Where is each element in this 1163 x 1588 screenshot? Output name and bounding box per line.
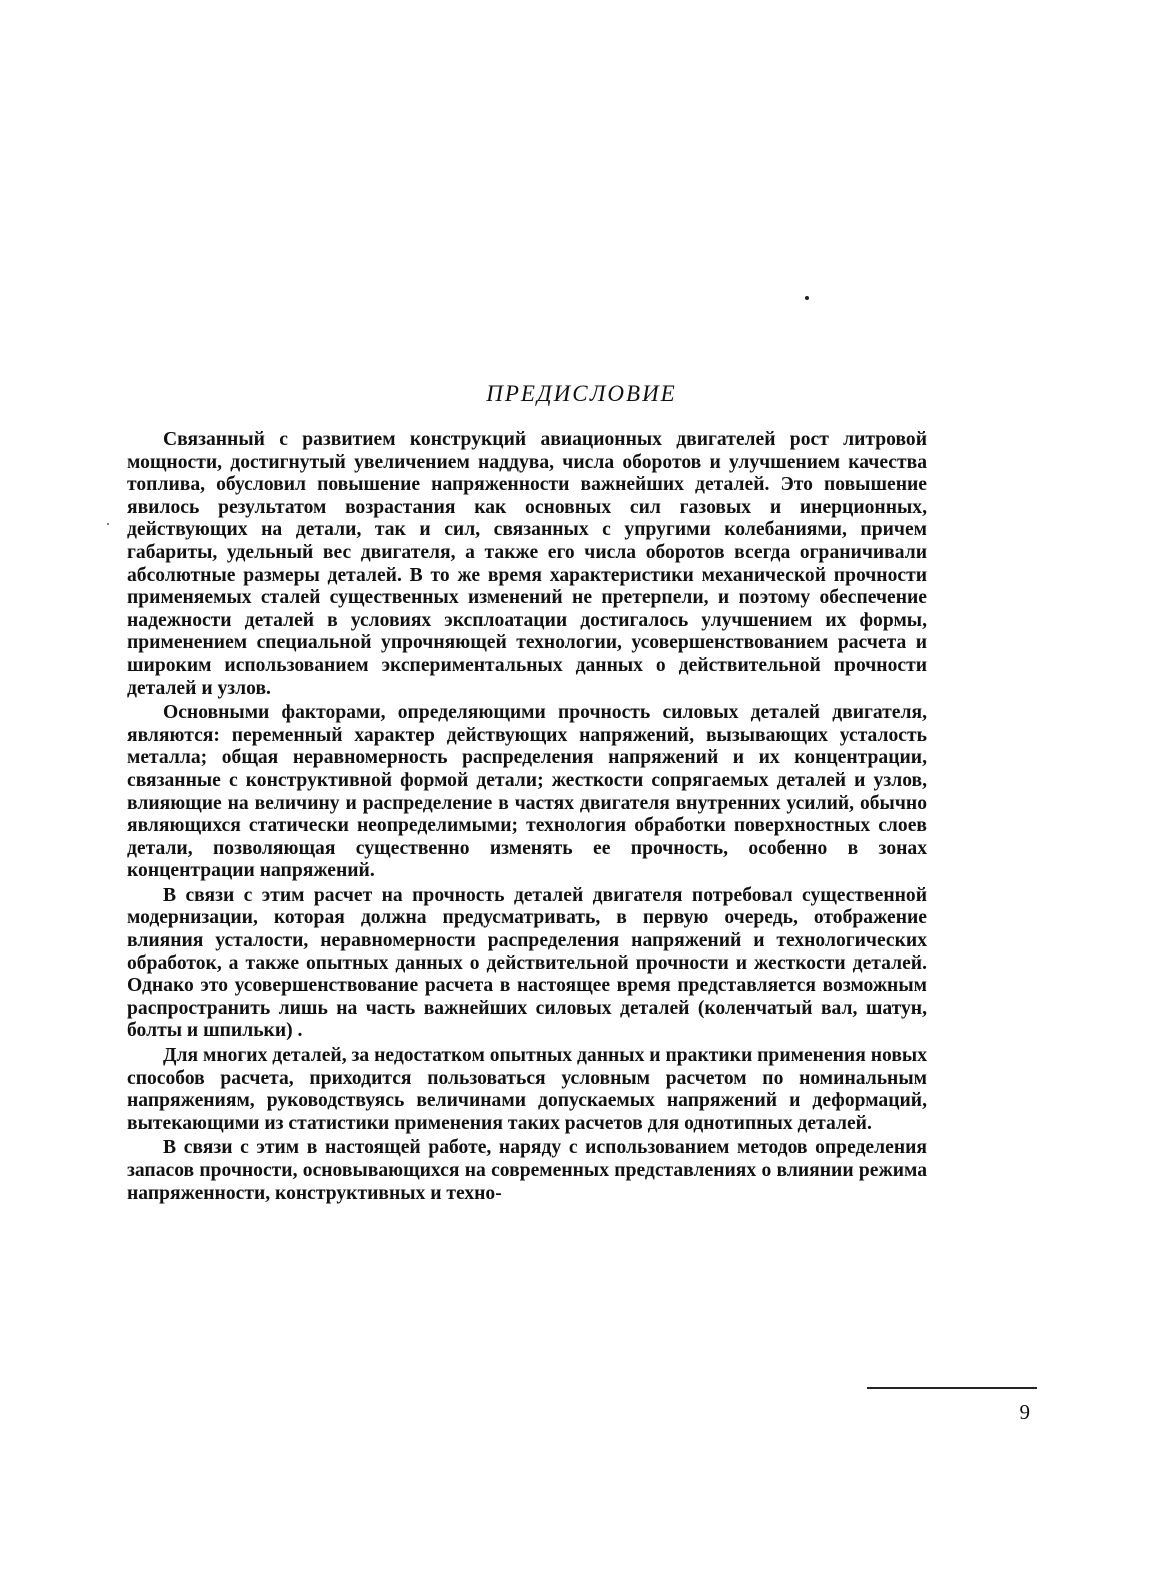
- print-speck: [107, 523, 109, 525]
- paragraph: Для многих деталей, за недостатком опытных данных и практики применения новых способов расчета, приходится пользоваться условным расчетом по номинальным напряжениям, руководствуясь величинами допускаемых напряжений и деформаций, вытекающими из статистики применения таких расчетов для однотипных деталей.: [127, 1045, 927, 1134]
- body-text: [127, 429, 927, 1207]
- print-speck: [805, 296, 809, 300]
- page-title: ПРЕДИСЛОВИЕ: [486, 381, 677, 406]
- page-number: 9: [1019, 1400, 1030, 1424]
- paragraph: Связанный с развитием конструкций авиационных двигателей рост литровой мощности, достигнутый увеличением наддува, числа оборотов и улучшением качества топлива, обусловил повышение напряженности важнейших деталей. Это повышение явилось результатом возрастания как основных сил газовых и инерционных, действующих на детали, так и сил, связанных с упругими колебаниями, причем габариты, удельный вес двигателя, а также его числа оборотов всегда ограничивали абсолютные размеры деталей. В то же время характеристики механической прочности применяемых сталей существенных изменений не претерпели, и поэтому обеспечение надежности деталей в условиях эксплоатации достигалось улучшением их формы, применением специальной упрочняющей технологии, усовершенствованием расчета и широким использованием экспериментальных данных о действительной прочности деталей и узлов.: [127, 429, 927, 699]
- paragraph: В связи с этим расчет на прочность деталей двигателя потребовал существенной модернизации, которая должна предусматривать, в первую очередь, отображение влияния усталости, неравномерности распределения напряжений и технологических обработок, а также опытных данных о действительной прочности и жесткости деталей. Однако это усовершенствование расчета в настоящее время представляется возможным распространить лишь на часть важнейших силовых деталей (коленчатый вал, шатун, болты и шпильки) .: [127, 884, 927, 1042]
- footer-rule: [867, 1387, 1037, 1389]
- paragraph: В связи с этим в настоящей работе, наряду с использованием методов определения запасов прочности, основывающихся на современных представлениях о влиянии режима напряженности, конструктивных и техно-: [127, 1137, 927, 1204]
- paragraph: Основными факторами, определяющими прочность силовых деталей двигателя, являются: переменный характер действующих напряжений, вызывающих усталость металла; общая неравномерность распределения напряжений и их концентрации, связанные с конструктивной формой детали; жесткости сопрягаемых деталей и узлов, влияющие на величину и распределение в частях двигателя внутренних усилий, обычно являющихся статически неопределимыми; технология обработки поверхностных слоев детали, позволяющая существенно изменять ее прочность, особенно в зонах концентрации напряжений.: [127, 702, 927, 882]
